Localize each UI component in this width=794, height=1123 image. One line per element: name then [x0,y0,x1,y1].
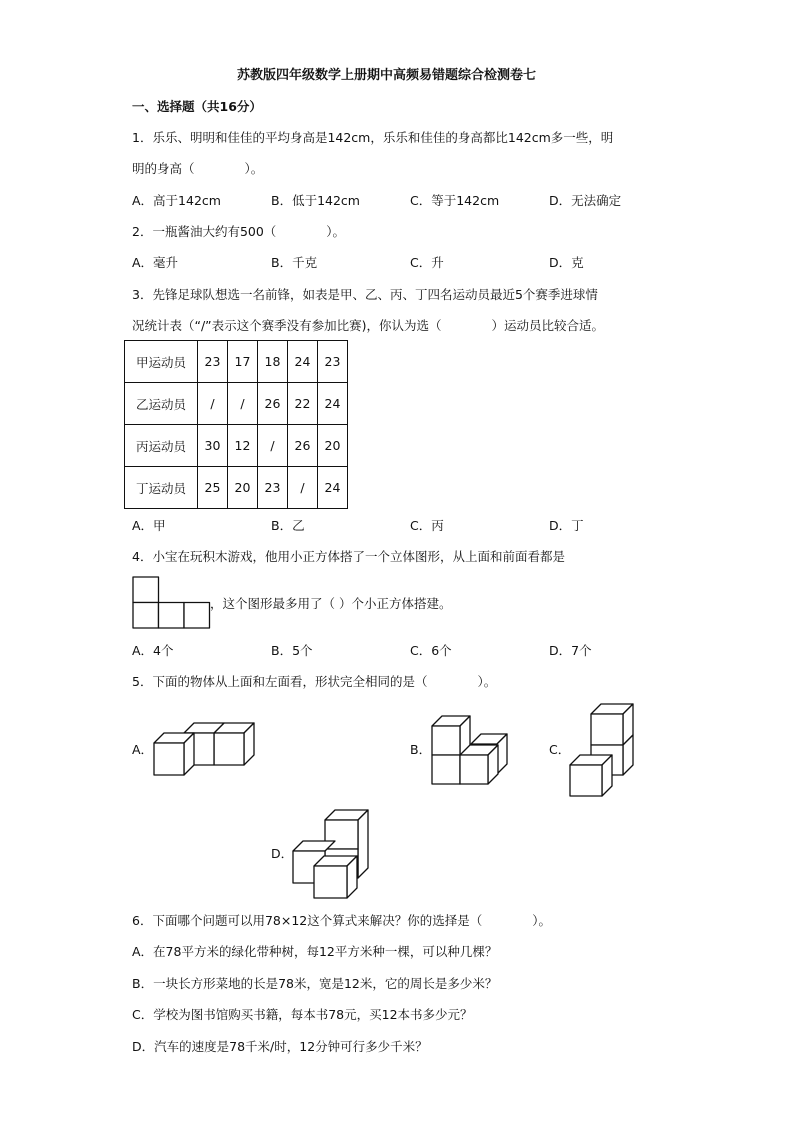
q4-option-a[interactable]: A．4个 [132,643,174,658]
season-goals: / [258,425,288,467]
q5-option-a-label[interactable]: A． [132,742,154,757]
season-goals: 24 [288,341,318,383]
season-goals: 17 [228,341,258,383]
q4-option-c[interactable]: C．6个 [410,643,452,658]
q3-stem-line1: 3．先锋足球队想选一名前锋，如表是甲、乙、丙、丁四名运动员最近5个赛季进球情 [132,287,598,302]
season-goals: 23 [318,341,348,383]
athlete-name: 甲运动员 [125,341,198,383]
athlete-name: 丙运动员 [125,425,198,467]
q6-option-a[interactable]: A．在78平方米的绿化带种树，每12平方米种一棵，可以种几棵？ [132,944,498,959]
q1-option-d[interactable]: D．无法确定 [549,193,622,208]
q6-option-d[interactable]: D．汽车的速度是78千米/时，12分钟可行多少千米？ [132,1039,428,1054]
season-goals: 12 [228,425,258,467]
q2-option-d[interactable]: D．克 [549,255,584,270]
athlete-name: 乙运动员 [125,383,198,425]
q3-option-d[interactable]: D．丁 [549,518,584,533]
q2-stem: 2．一瓶酱油大约有500（ ）。 [132,224,346,239]
doc-title: 苏教版四年级数学上册期中高频易错题综合检测卷七 [237,68,537,83]
season-goals: 20 [318,425,348,467]
scores-table [124,340,348,509]
q1-stem-line2: 明的身高（ ）。 [132,161,264,176]
section-heading: 一、选择题（共16分） [132,99,262,114]
q5-cube-figure-a[interactable] [150,722,260,776]
season-goals: 26 [258,383,288,425]
q5-cube-figure-b[interactable] [429,714,511,786]
season-goals: 26 [288,425,318,467]
athlete-name: 丁运动员 [125,467,198,509]
q4-stem-line2: ，这个图形最多用了（ ）个小正方体搭建。 [210,596,452,611]
q3-option-c[interactable]: C．丙 [410,518,444,533]
season-goals: 18 [258,341,288,383]
table-row [125,383,348,425]
q5-option-c-label[interactable]: C． [549,742,571,757]
season-goals: 23 [258,467,288,509]
season-goals: / [288,467,318,509]
q4-view-figure [132,576,212,630]
q5-option-b-label[interactable]: B． [410,742,432,757]
q2-option-c[interactable]: C．升 [410,255,444,270]
q1-option-a[interactable]: A．高于142cm [132,193,221,208]
q6-stem: 6．下面哪个问题可以用78×12这个算式来解决？你的选择是（ ）。 [132,913,551,928]
q2-option-a[interactable]: A．毫升 [132,255,179,270]
q6-option-b[interactable]: B．一块长方形菜地的长是78米，宽是12米，它的周长是多少米？ [132,976,498,991]
q5-stem: 5．下面的物体从上面和左面看，形状完全相同的是（ ）。 [132,674,497,689]
q1-stem-line1: 1．乐乐、明明和佳佳的平均身高是142cm，乐乐和佳佳的身高都比142cm多一些，明 [132,130,614,145]
table-row [125,341,348,383]
season-goals: / [228,383,258,425]
q5-cube-figure-d[interactable] [290,808,372,900]
q3-stem-line2: 况统计表（“/”表示这个赛季没有参加比赛)，你认为选（ ）运动员比较合适。 [132,318,605,333]
q1-option-b[interactable]: B．低于142cm [271,193,360,208]
season-goals: 22 [288,383,318,425]
q1-option-c[interactable]: C．等于142cm [410,193,500,208]
q5-cube-figure-c[interactable] [567,702,637,798]
season-goals: 23 [198,341,228,383]
season-goals: 20 [228,467,258,509]
q3-option-a[interactable]: A．甲 [132,518,166,533]
season-goals: 24 [318,383,348,425]
q2-option-b[interactable]: B．千克 [271,255,318,270]
q4-option-b[interactable]: B．5个 [271,643,313,658]
season-goals: 25 [198,467,228,509]
season-goals: 30 [198,425,228,467]
season-goals: / [198,383,228,425]
q4-stem-line1: 4．小宝在玩积木游戏，他用小正方体搭了一个立体图形，从上面和前面看都是 [132,549,565,564]
q5-option-d-label[interactable]: D． [271,846,294,861]
table-row [125,467,348,509]
season-goals: 24 [318,467,348,509]
table-row [125,425,348,467]
q6-option-c[interactable]: C．学校为图书馆购买书籍，每本书78元，买12本书多少元？ [132,1007,473,1022]
q4-option-d[interactable]: D．7个 [549,643,592,658]
q3-option-b[interactable]: B．乙 [271,518,305,533]
